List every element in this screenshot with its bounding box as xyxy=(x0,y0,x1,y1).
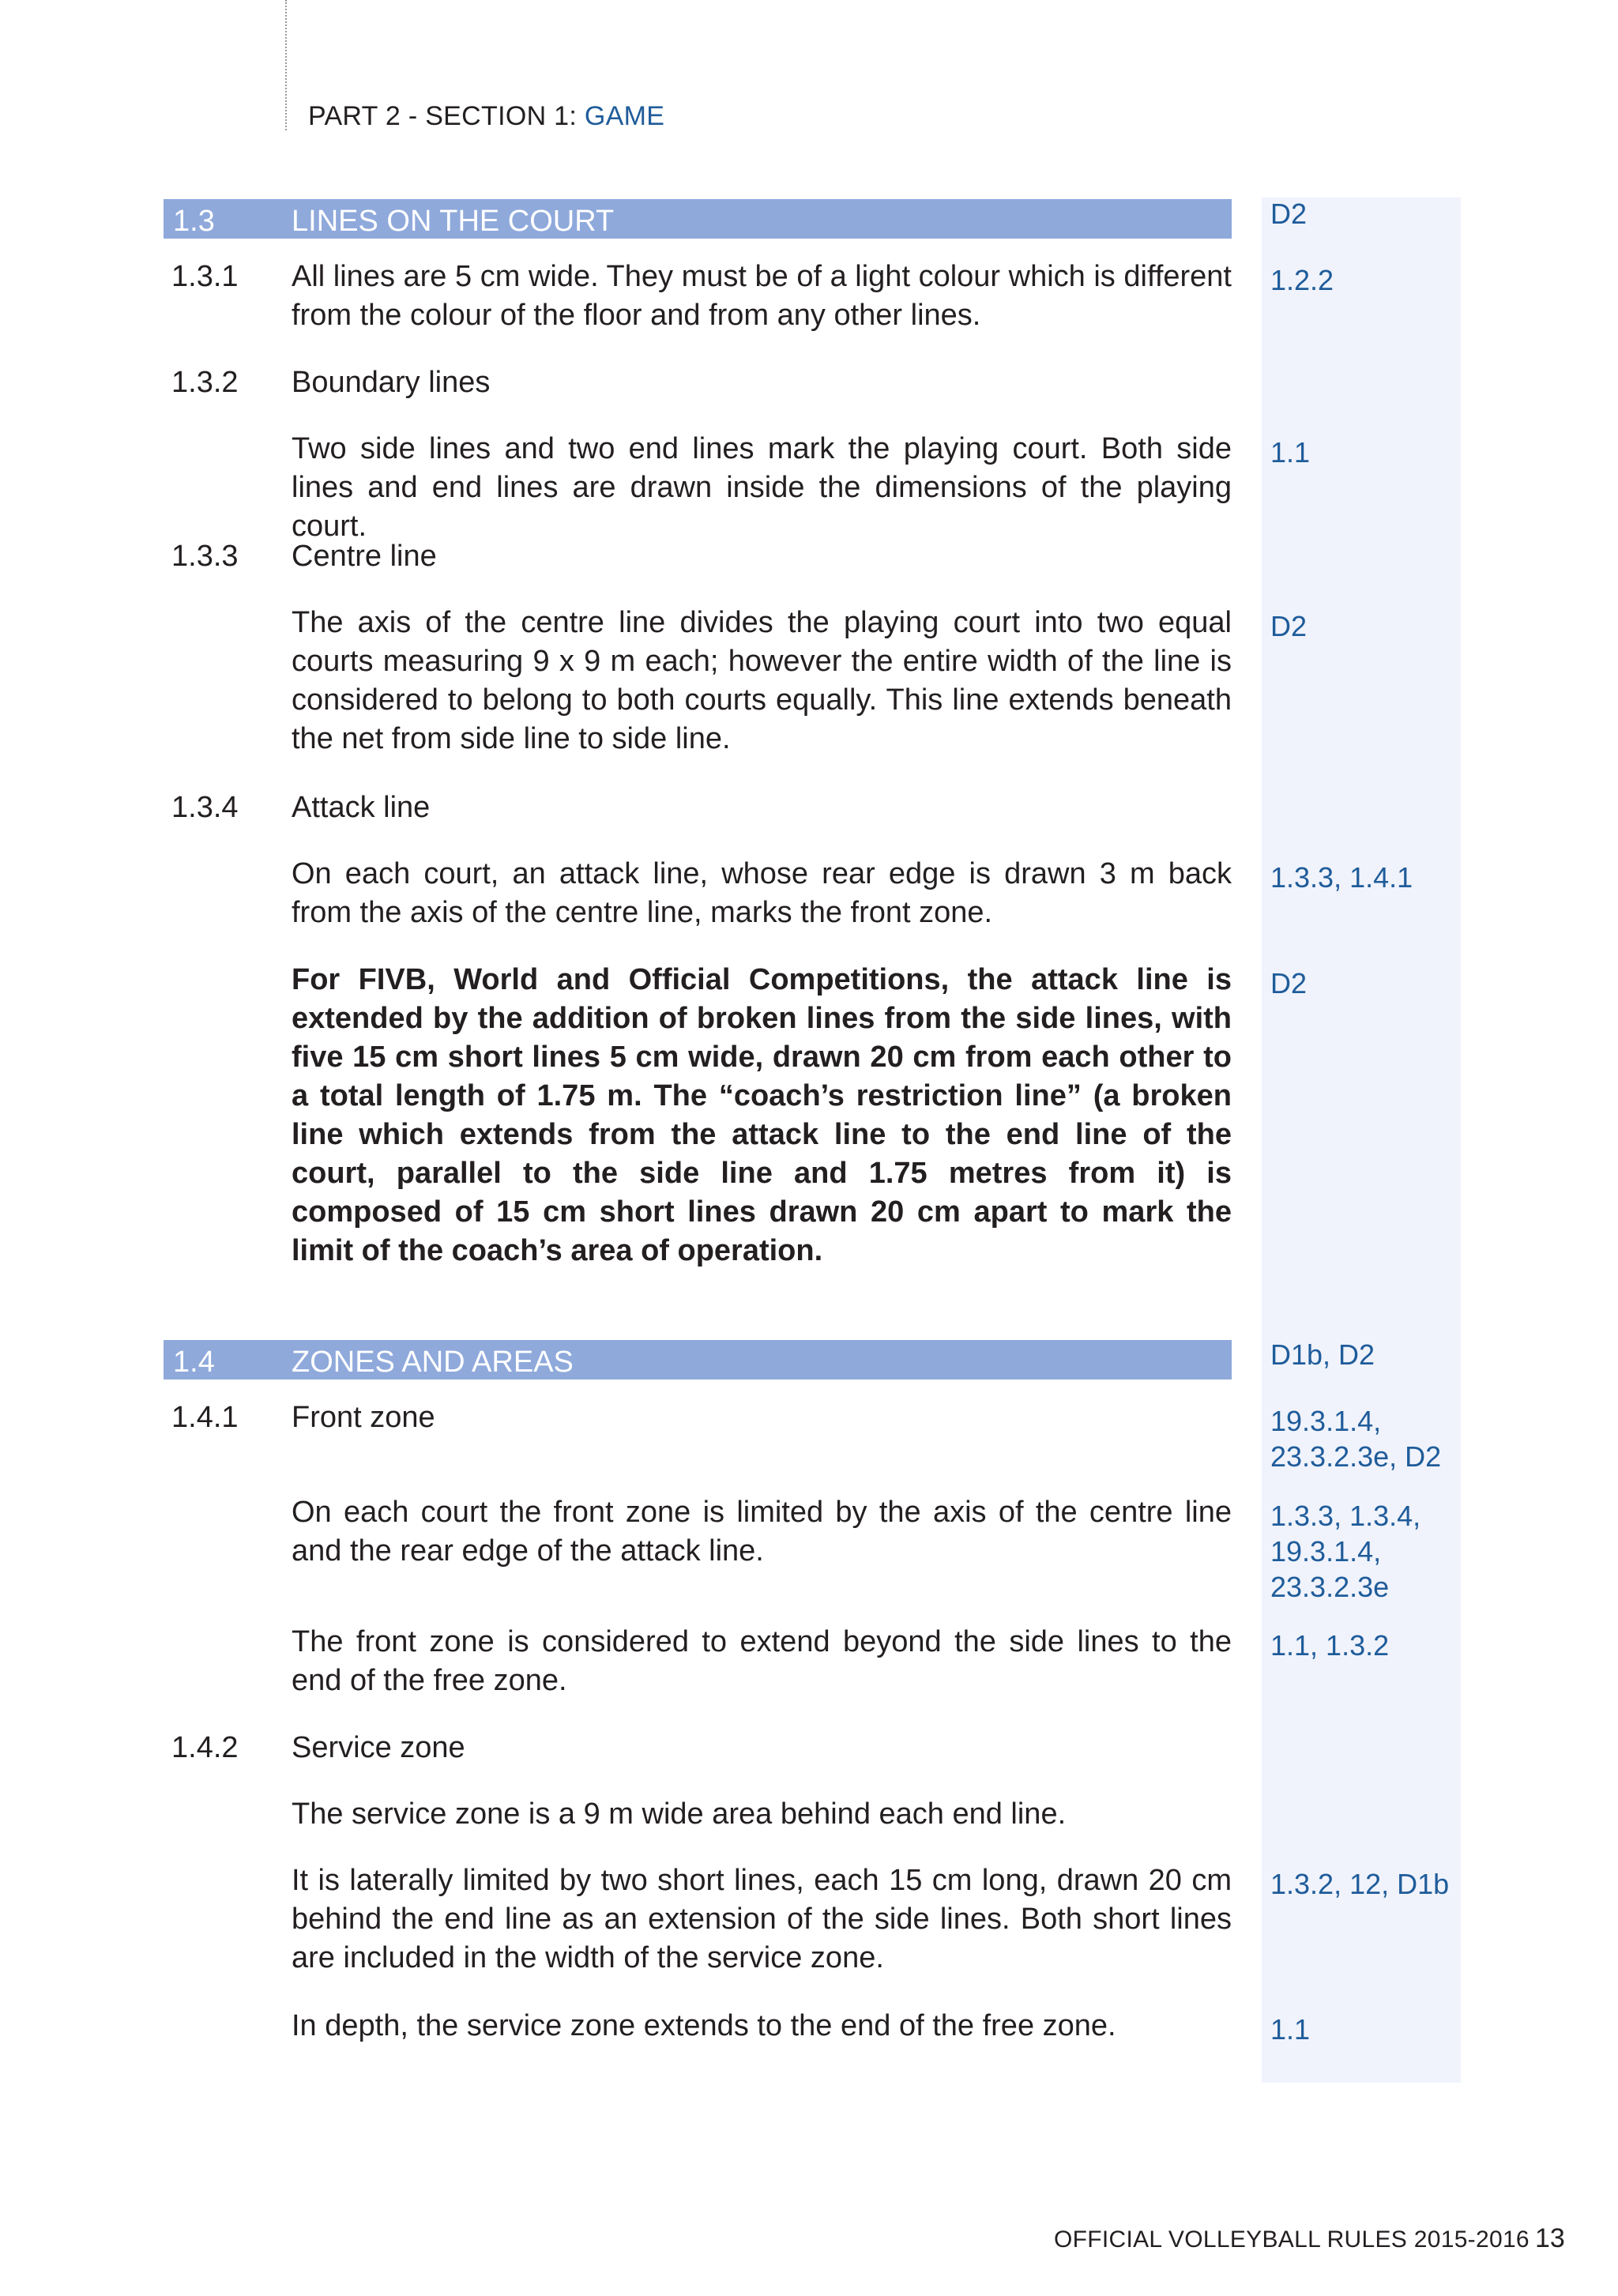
paragraph-reference: 1.1 xyxy=(1270,436,1311,469)
section-title: ZONES AND AREAS xyxy=(292,1346,574,1379)
reference-column xyxy=(1262,198,1461,2083)
paragraph-text: The service zone is a 9 m wide area behind each end line. xyxy=(292,1797,1067,1831)
paragraph-reference: 1.3.2, 12, D1b xyxy=(1270,1868,1450,1900)
page-number: 13 xyxy=(1535,2223,1565,2253)
section-reference: D1b, D2 xyxy=(1270,1338,1375,1371)
paragraph-text: On each court, an attack line, whose rear edge is drawn 3 m back from the axis of the centre line, marks the front zone. xyxy=(292,857,1232,929)
rule-number: 1.3.1 xyxy=(171,260,239,293)
rule-text: Centre line xyxy=(292,540,437,573)
section-reference: D2 xyxy=(1270,198,1308,230)
section-title: LINES ON THE COURT xyxy=(292,205,615,238)
rule-text: All lines are 5 cm wide. They must be of a light colour which is different from the colour of the floor and from any other lines. xyxy=(292,260,1232,332)
rule-number: 1.4.2 xyxy=(171,1731,239,1764)
running-footer: OFFICIAL VOLLEYBALL RULES 2015-2016 xyxy=(1054,2226,1530,2253)
paragraph-reference: 1.1 xyxy=(1270,2013,1311,2046)
rule-text: Attack line xyxy=(292,791,431,824)
paragraph-reference: D2 xyxy=(1270,610,1308,642)
header-section: GAME xyxy=(584,101,665,131)
paragraph-text: The axis of the centre line divides the playing court into two equal courts measuring 9 x 9 m each; however the entire width of the line is considered to belong to both courts equally. This line extends beneath the net from side line to side line. xyxy=(292,606,1232,755)
section-number: 1.4 xyxy=(173,1346,215,1379)
paragraph-reference: D2 xyxy=(1270,967,1308,999)
section-number: 1.3 xyxy=(173,205,215,238)
rule-number: 1.3.2 xyxy=(171,366,239,399)
paragraph-reference: 1.3.3, 1.3.4, 19.3.1.4, 23.3.2.3e xyxy=(1270,1500,1421,1603)
rule-reference: 1.2.2 xyxy=(1270,264,1334,296)
rule-number: 1.3.3 xyxy=(171,540,239,573)
paragraph-text: The front zone is considered to extend beyond the side lines to the end of the free zone. xyxy=(292,1625,1232,1697)
paragraph-reference: 1.3.3, 1.4.1 xyxy=(1270,861,1413,894)
paragraph-text: Two side lines and two end lines mark the playing court. Both side lines and end lines are drawn inside the dimensions of the playing court. xyxy=(292,432,1232,543)
margin-dotted-line xyxy=(285,0,287,130)
paragraph-text-bold: For FIVB, World and Official Competitions, the attack line is extended by the addition of broken lines from the side lines, with five 15 cm short lines 5 cm wide, drawn 20 cm from each other to a total length of 1.75 m. The “coach’s restriction line” (a broken line which extends from the attack line to the end line of the court, parallel to the side line and 1.75 metres from it) is composed of 15 cm short lines drawn 20 cm apart to mark the limit of the coach’s area of operation. xyxy=(292,963,1232,1267)
paragraph-reference: 1.1, 1.3.2 xyxy=(1270,1629,1390,1662)
running-header xyxy=(308,101,664,132)
paragraph-text: In depth, the service zone extends to the end of the free zone. xyxy=(292,2009,1116,2042)
rule-text: Boundary lines xyxy=(292,366,491,399)
paragraph-text: It is laterally limited by two short lines, each 15 cm long, drawn 20 cm behind the end line as an extension of the side lines. Both short lines are included in the width of the service zone. xyxy=(292,1864,1232,1974)
header-part: PART 2 - SECTION 1: xyxy=(308,101,585,131)
paragraph-text: On each court the front zone is limited by the axis of the centre line and the rear edge of the attack line. xyxy=(292,1496,1232,1568)
rule-number: 1.3.4 xyxy=(171,791,239,824)
rule-text: Service zone xyxy=(292,1731,465,1764)
rule-number: 1.4.1 xyxy=(171,1401,239,1434)
rule-text: Front zone xyxy=(292,1401,435,1434)
rule-reference: 19.3.1.4, 23.3.2.3e, D2 xyxy=(1270,1405,1442,1473)
section-heading-1-3 xyxy=(164,199,1232,239)
section-heading-1-4 xyxy=(164,1340,1232,1379)
